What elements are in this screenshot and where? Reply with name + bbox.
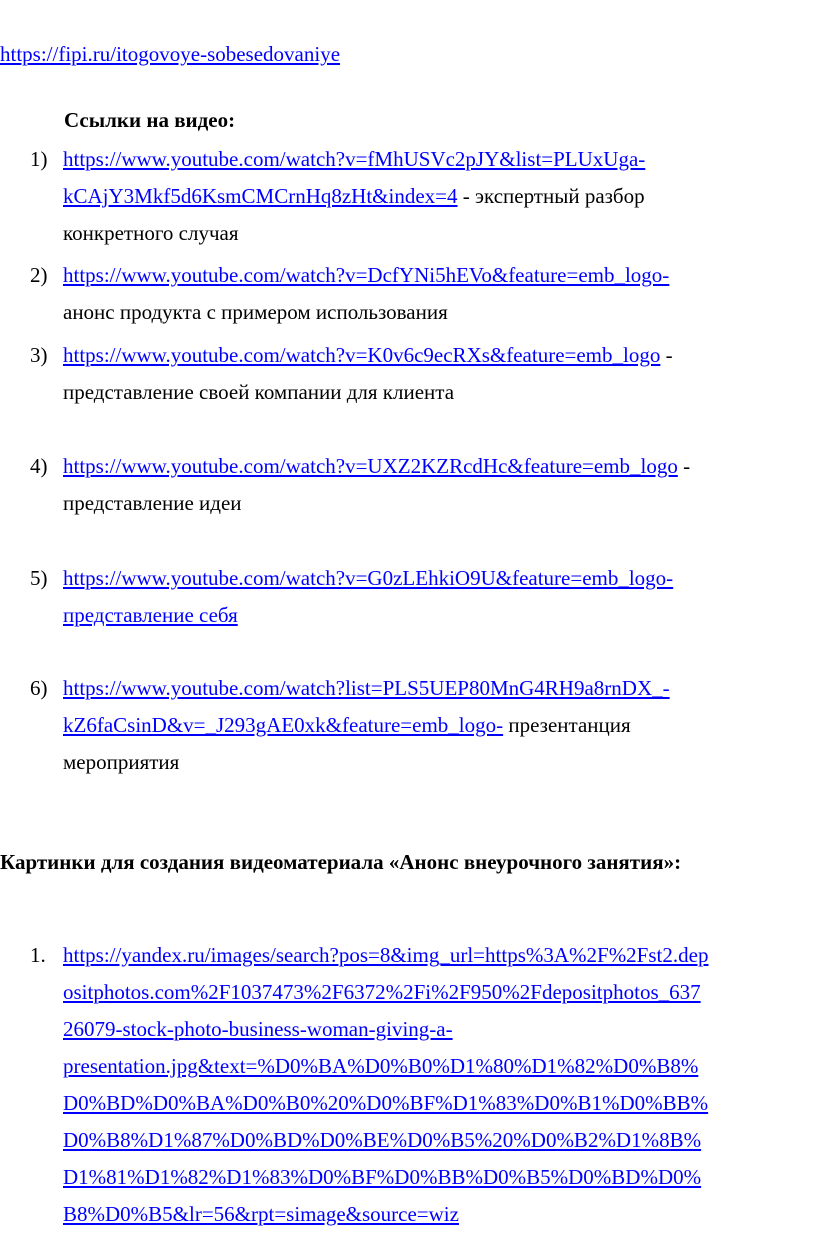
video-link-2[interactable]: https://www.youtube.com/watch?v=DcfYNi5hEVo&feature=emb_logo- [63,263,670,287]
video-link-3[interactable]: https://www.youtube.com/watch?v=K0v6c9ecRXs&feature=emb_logo [63,343,661,367]
video-desc-1: - экспертный разбор [457,184,645,208]
video-link-5-line-1[interactable]: https://www.youtube.com/watch?v=G0zLEhkiO9U&feature=emb_logo- [63,566,674,590]
video-link-6-line-2[interactable]: kZ6faCsinD&v=_J293gAE0xk&feature=emb_logo- [63,713,504,737]
list-number: 5) [30,566,48,590]
list-number: 1. [30,943,46,967]
picture-link-line[interactable]: D0%BD%D0%BA%D0%B0%20%D0%BF%D1%83%D0%B1%D0%BB% [63,1091,709,1115]
list-number: 1) [30,147,48,171]
video-dash-3: - [660,343,673,367]
pictures-heading: Картинки для создания видеоматериала «Анонс внеурочного занятия»: [0,850,682,874]
video-desc-6-line-2: мероприятия [63,750,180,774]
video-link-4[interactable]: https://www.youtube.com/watch?v=UXZ2KZRcdHc&feature=emb_logo [63,454,678,478]
fipi-link[interactable]: https://fipi.ru/itogovoye-sobesedovaniye [0,42,341,66]
picture-link-line[interactable]: D1%81%D1%82%D1%83%D0%BF%D0%BB%D0%B5%D0%BD%D0% [63,1165,702,1189]
video-desc-2: анонс продукта с примером использования [63,300,448,324]
video-desc-1-line-2: конкретного случая [63,221,239,245]
list-number: 4) [30,454,48,478]
video-desc-4: представление идеи [63,491,242,515]
videos-heading: Ссылки на видео: [64,108,236,132]
video-link-1-line-2[interactable]: kCAjY3Mkf5d6KsmCMCrnHq8zHt&index=4 [63,184,458,208]
list-number: 6) [30,676,48,700]
video-link-5-line-2[interactable]: представление себя [63,603,238,627]
video-link-1-line-1[interactable]: https://www.youtube.com/watch?v=fMhUSVc2pJY&list=PLUxUga- [63,147,646,171]
list-number: 3) [30,343,48,367]
picture-link-line[interactable]: https://yandex.ru/images/search?pos=8&img_url=https%3A%2F%2Fst2.dep [63,943,709,967]
picture-link-1[interactable] [63,937,813,1233]
video-desc-3: представление своей компании для клиента [63,380,455,404]
video-dash-4: - [677,454,691,478]
picture-link-line[interactable]: D0%B8%D1%87%D0%BD%D0%BE%D0%B5%20%D0%B2%D1%8B% [63,1128,702,1152]
picture-link-line[interactable]: B8%D0%B5&lr=56&rpt=simage&source=wiz [63,1202,459,1226]
video-link-6-line-1[interactable]: https://www.youtube.com/watch?list=PLS5UEP80MnG4RH9a8rnDX_- [63,676,670,700]
video-desc-6: презентанция [503,713,631,737]
list-number: 2) [30,263,48,287]
picture-link-line[interactable]: ositphotos.com%2F1037473%2F6372%2Fi%2F950%2Fdepositphotos_637 [63,980,701,1004]
picture-link-line[interactable]: 26079-stock-photo-business-woman-giving-a- [63,1017,453,1041]
picture-link-line[interactable]: presentation.jpg&text=%D0%BA%D0%B0%D1%80%D1%82%D0%B8% [63,1054,699,1078]
